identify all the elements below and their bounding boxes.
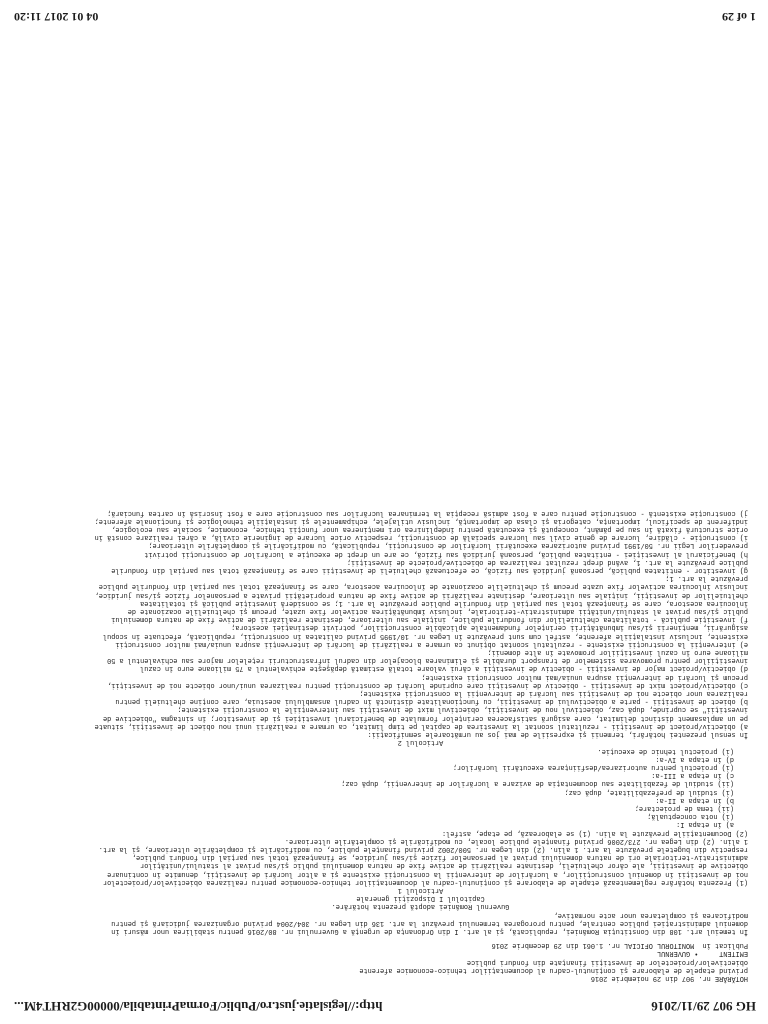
preamble: În temeiul art. 108 din Constituţia României, republicată, şi al art. I din Ordonanţa de urgenţă a Guvernului nr. 80/2016 pentru stabilirea unor măsuri în domeniul administraţiei publice centrale, pentru prorogarea termenului prevăzut la art. 136 din Legea nr. 304/2004 privind organizarea judiciară şi pentru modificarea şi completarea unor acte normative, (107, 910, 748, 935)
document-reference: HG 907 29/11/2016 (651, 999, 756, 1014)
definition-item: h) beneficiarul al investiţiei - entitatea publică, persoană juridică sau fizică, ce are un drept de execuţie a lucrărilor de construcţii potrivit prevederilor Legii nr. 50/1991 privind autorizarea executării lucrărilor de construcţii, republicată, cu modificările şi completările ulterioare; (140, 541, 748, 558)
adoption-line: Guvernul României adoptă prezenta hotărâre. (331, 902, 510, 911)
definition-item: f) investiţie publică - totalitatea cheltuielilor din fondurile publice, iniţiale sau ulterioare, destinate realizării de active fixe de natura domeniului public şi/sau privat al statului/unităţii administrativ-teritoriale, inclusiv îmbunătăţirea activelor fixe uzate, precum şi cheltuielile ocazionate de înlocuirea acestora, care se finanţează total sau parţial din fondurile publice prevăzute la art. 1; se consideră investiţie publică şi totalitatea cheltuielilor de investiţii, iniţiale sau ulterioare, destinate realizării de active fixe de natura proprietăţii private a persoanelor fizice şi/sau juridice, inclusiv înlocuirea activelor fixe uzate precum şi cheltuielile ocazionate de înlocuirea acestora, care se finanţează total sau parţial din fondurile publice prevăzute la art. 1; (90, 574, 748, 624)
page-header (0, 998, 768, 1014)
definition-item: e) intervenţii la construcţii existente - rezultatul scontat obţinut ca urmare a realizării de lucrări de intervenţii asupra unuia/mai multor construcţii existente, inclusiv instalaţiile aferente, astfel cum sunt prevăzute în Legea nr. 10/1995 privind calitatea în construcţii, republicată, efectuate în scopul asigurării, menţinerii şi/sau îmbunătăţirii cerinţelor fundamentale aplicabile construcţiilor, potrivit destinaţiei acestora; (98, 623, 748, 648)
definition-item: a) obiectiv/proiect de investiţii - rezultatul scontat la investirea de capital pe timp limitat, ca urmare a realizării unui nou obiect de investiţii, situate pe un amplasament distinct delimitat, care asigură satisfacerea cerinţelor formulate de beneficiarul investiţiei şi de investitor; în sintagma "obiective de investiţii" se cuprinde, după caz, obiectivul nou de investiţii, obiectivul mixt de investiţii sau intervenţiile la construcţii existente; (90, 705, 748, 730)
definition-item: d) obiectiv/proiect major de investiţii - obiectiv de investiţii a cărui valoare totală estimată depăşeşte echivalentul a 75 milioane euro în cazul investiţiilor pentru promovarea sistemelor de transport durabile şi eliminarea blocajelor din cadrul infrastructurii reţelelor majore sau echivalentul a 50 milioane euro în cazul investiţiilor promovate în alte domenii; (102, 648, 748, 673)
article-2-intro: În sensul prezentei hotărâri, termenii şi expresiile de mai jos au următoarele semnificaţii: (367, 730, 748, 739)
issuer-line: EMITENT • GUVERNUL (657, 949, 748, 958)
list-item: (ii) studiul de fezabilitate sau documentaţia de avizare a lucrărilor de intervenţii, după caz; (341, 779, 734, 788)
publication-line: Publicat în MONITORUL OFICIAL nr. 1.061 din 29 decembrie 2016 (491, 941, 748, 950)
title-line: privind etapele de elaborare şi conţinutul-cadru al documentaţiilor tehnico-economice aferente (359, 965, 748, 974)
definition-item: c) obiectiv/proiect mixt de investiţii - obiectiv de investiţii care cuprinde lucrări de construcţii pentru realizarea unui/unor obiecte noi de investiţii, precum şi lucrări de intervenţii asupra unuia/mai multor construcţii existente; (102, 672, 748, 689)
article-1-list (93, 746, 748, 828)
list-item: (i) proiectul tehnic de execuţie. (597, 746, 734, 755)
definition-item: j) construcţie existentă - construcţie pentru care a fost admisă recepţia la terminarea lucrărilor sau construcţie care a fost înscrisă în cartea funciară; (107, 508, 748, 517)
print-timestamp: 04 01 2017 11:20 (14, 10, 99, 24)
document-body (90, 508, 748, 982)
chapter-heading: Capitolul I Dispoziţii generale (356, 894, 485, 903)
article-2-heading: Articolul 2 (397, 738, 444, 747)
list-item: (i) studiul de prefezabilitate, după caz; (564, 787, 734, 796)
article-1-paragraph-1: (1) Prezenta hotărâre reglementează etapele de elaborare şi conţinutul-cadru al documentaţiilor tehnico-economice pentru realizarea obiectivelor/proiectelor noi de investiţii în domeniul construcţiilor, a lucrărilor de intervenţii la construcţii existente şi a altor lucrări de investiţii, denumite în continuare obiective de investiţii, ale căror cheltuieli, destinate realizării de active fixe de natura domeniului public şi/sau privat al statului/unităţilor administrativ-teritoriale ori de natura domeniului privat al persoanelor fizice şi/sau juridice, se finanţează total sau parţial din fonduri publice, respectiv din bugetele prevăzute la art. 1 alin. (2) din Legea nr. 500/2002 privind finanţele publice, cu modificările şi completările ulterioare, şi la art. 1 alin. (2) din Legea nr. 273/2006 privind finanţele publice locale, cu modificările şi completările ulterioare. (94, 836, 748, 886)
article-1-paragraph-2: (2) Documentaţiile prevăzute la alin. (1) se elaborează, pe etape, astfel: (442, 828, 748, 837)
list-item: (i) nota conceptuală; (647, 812, 734, 821)
list-item: c) în etapa a III-a: (651, 771, 734, 780)
list-item: (ii) tema de proiectare; (634, 803, 734, 812)
list-item: b) în etapa a II-a: (655, 795, 734, 804)
page-footer (0, 8, 768, 24)
source-url: http://legislatie.just.ro/Public/FormaPrintabila/00000G2RHT4M... (14, 999, 383, 1014)
list-item: (i) proiectul pentru autorizarea/desfiinţarea executării lucrărilor; (452, 762, 734, 771)
title-line: obiectivelor/proiectelor de investiţii finanţate din fonduri publice (466, 957, 748, 966)
list-item: d) în etapa a IV-a: (655, 754, 734, 763)
title-line: HOTĂRÂRE nr. 907 din 29 noiembrie 2016 (590, 974, 748, 982)
definition-item: b) obiect de investiţii - parte a obiectivului de investiţii, cu funcţionalitate distinctă în cadrul ansamblului acestuia, care conţine cheltuieli pentru realizarea unor obiecte noi de investiţii sau lucrări de intervenţii la construcţii existente; (111, 689, 748, 706)
list-item: a) în etapa I: (676, 820, 734, 829)
page-indicator: 1 of 29 (722, 10, 756, 24)
title-block (93, 941, 748, 982)
definition-item: g) investitor - entitatea publică, persoană juridică sau fizică, ce efectuează cheltuieli de investiţii care se finanţează total sau parţial din fondurile publice prevăzute la art. 1, având drept rezultat realizarea de obiective/proiecte de investiţii; (107, 557, 748, 575)
article-2-definitions (90, 508, 748, 730)
definition-item: i) construcţie - clădire, lucrare de genie civil sau lucrare specială de construcţii, respectiv orice lucrare de inginerie civilă, a cărei realizare constă în orice structură fixată în sau pe pământ, concepută şi executată pentru îndeplinirea ori menţinerea unor funcţii tehnice, economice, sociale sau ecologice, indiferent de specificul, importanţa, categoria şi clasa de importanţă, inclusiv utilajele, echipamentele şi instalaţiile tehnologice şi funcţionale aferente; (90, 516, 748, 542)
article-1-heading: Articolul 1 (397, 885, 444, 894)
